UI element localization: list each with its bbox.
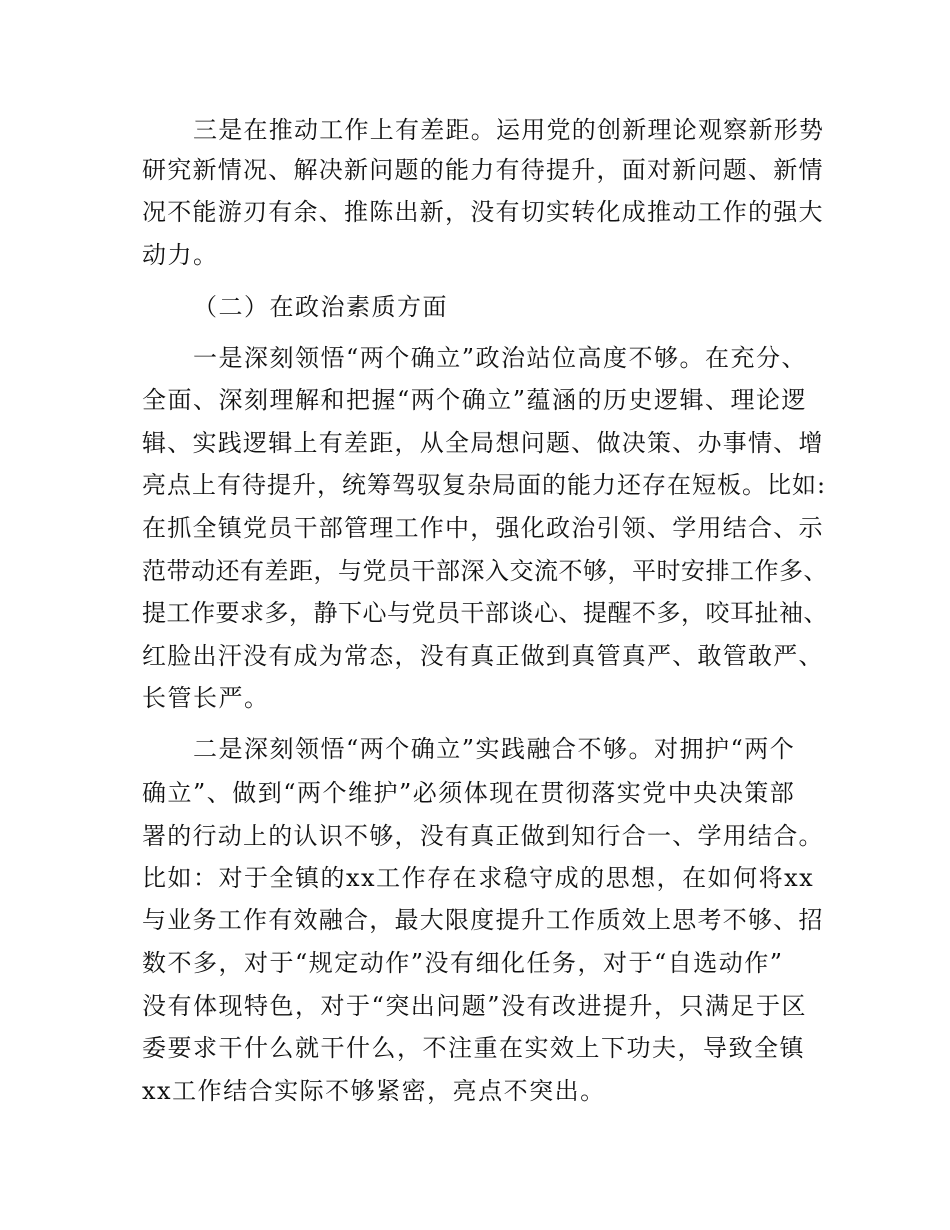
section-heading: （二）在政治素质方面 — [193, 293, 448, 321]
paragraph-3-line-3: 署的行动上的认识不够，没有真正做到知行合一、学用结合。 — [142, 822, 824, 850]
paragraph-3-line-4: 比如：对于全镇的xx工作存在求稳守成的思想，在如何将xx — [142, 864, 815, 892]
paragraph-2-line-1: 一是深刻领悟“两个确立”政治站位高度不够。在充分、 — [193, 344, 808, 372]
paragraph-3-line-9: xx工作结合实际不够紧密，亮点不突出。 — [142, 1077, 606, 1105]
paragraph-2-line-8: 红脸出汗没有成为常态，没有真正做到真管真严、敢管敢严、 — [142, 642, 824, 670]
paragraph-1-line-1: 三是在推动工作上有差距。运用党的创新理论观察新形势 — [193, 116, 825, 144]
paragraph-2-line-7: 提工作要求多，静下心与党员干部谈心、提醒不多，咬耳扯袖、 — [142, 599, 828, 627]
paragraph-1-line-4: 动力。 — [142, 241, 219, 269]
paragraph-3-line-2: 确立”、做到“两个维护”必须体现在贯彻落实党中央决策部 — [142, 779, 796, 807]
paragraph-2-line-2: 全面、深刻理解和把握“两个确立”蕴涵的历史逻辑、理论逻 — [142, 386, 808, 414]
paragraph-2-line-5: 在抓全镇党员干部管理工作中，强化政治引领、学用结合、示 — [142, 514, 824, 542]
paragraph-3-line-5: 与业务工作有效融合，最大限度提升工作质效上思考不够、招 — [142, 906, 824, 934]
paragraph-3-line-8: 委要求干什么就干什么，不注重在实效上下功夫，导致全镇 — [142, 1034, 805, 1062]
paragraph-2-line-3: 辑、实践逻辑上有差距，从全局想问题、做决策、办事情、增 — [142, 429, 824, 457]
paragraph-3-line-6: 数不多，对于“规定动作”没有细化任务，对于“自选动作” — [142, 949, 784, 977]
paragraph-1-line-3: 况不能游刃有余、推陈出新，没有切实转化成推动工作的强大 — [142, 198, 824, 226]
paragraph-3-line-7: 没有体现特色，对于“突出问题”没有改进提升，只满足于区 — [142, 992, 808, 1020]
paragraph-1-line-2: 研究新情况、解决新问题的能力有待提升，面对新问题、新情 — [142, 156, 824, 184]
paragraph-2-line-9: 长管长严。 — [142, 684, 270, 712]
paragraph-2-line-4: 亮点上有待提升，统筹驾驭复杂局面的能力还存在短板。比如: — [142, 471, 827, 499]
paragraph-2-line-6: 范带动还有差距，与党员干部深入交流不够，平时安排工作多、 — [142, 557, 828, 585]
paragraph-3-line-1: 二是深刻领悟“两个确立”实践融合不够。对拥护“两个 — [193, 735, 796, 763]
